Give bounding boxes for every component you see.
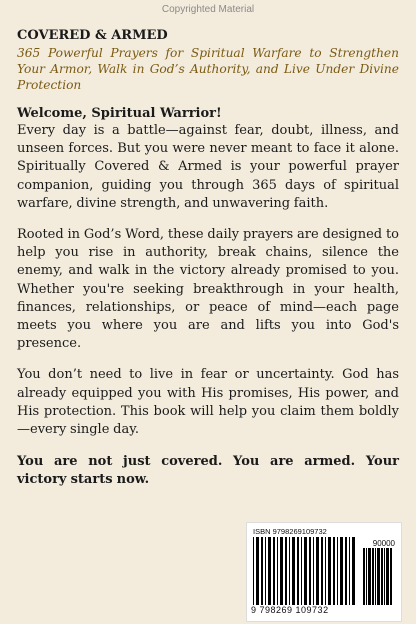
copyright-notice: Copyrighted Material <box>161 4 255 15</box>
paragraph-equipped: You don’t need to live in fear or uncertainty. God has already equipped you with His promises, His power, and His protection. This book will help you claim them boldly—every single day. <box>17 367 399 438</box>
isbn-digits: 9 798269 109732 <box>251 605 329 615</box>
isbn-label: ISBN 9798269109732 <box>253 527 327 536</box>
closing-statement: You are not just covered. You are armed. Your victory starts now. <box>17 454 399 488</box>
book-title: COVERED & ARMED <box>17 28 168 43</box>
price-code: 90000 <box>372 539 395 548</box>
welcome-heading: Welcome, Spiritual Warrior! <box>17 106 222 121</box>
paragraph-intro: Every day is a battle—against fear, doubt, illness, and unseen forces. But you were never meant to face it alone. Spiritually Covered & Armed is your powerful prayer companion, guiding you through 365 days of spiritual warfare, divine strength, and unwavering faith. <box>17 123 399 211</box>
back-cover-text <box>17 28 399 490</box>
paragraph-rooted: Rooted in God’s Word, these daily prayers are designed to help you rise in authority, break chains, silence the enemy, and walk in the victory already promised to you. Whether you're seeking breakthrough in your health, finances, relationships, or peace of mind—each page meets you where you are and lifts you into God's presence. <box>17 227 399 352</box>
addon-barcode-bars <box>363 548 395 605</box>
barcode-bars <box>253 537 359 605</box>
book-subtitle: 365 Powerful Prayers for Spiritual Warfare to Strengthen Your Armor, Walk in God’s Authority, and Live Under Divine Protection <box>17 46 399 92</box>
isbn-barcode <box>246 522 402 622</box>
